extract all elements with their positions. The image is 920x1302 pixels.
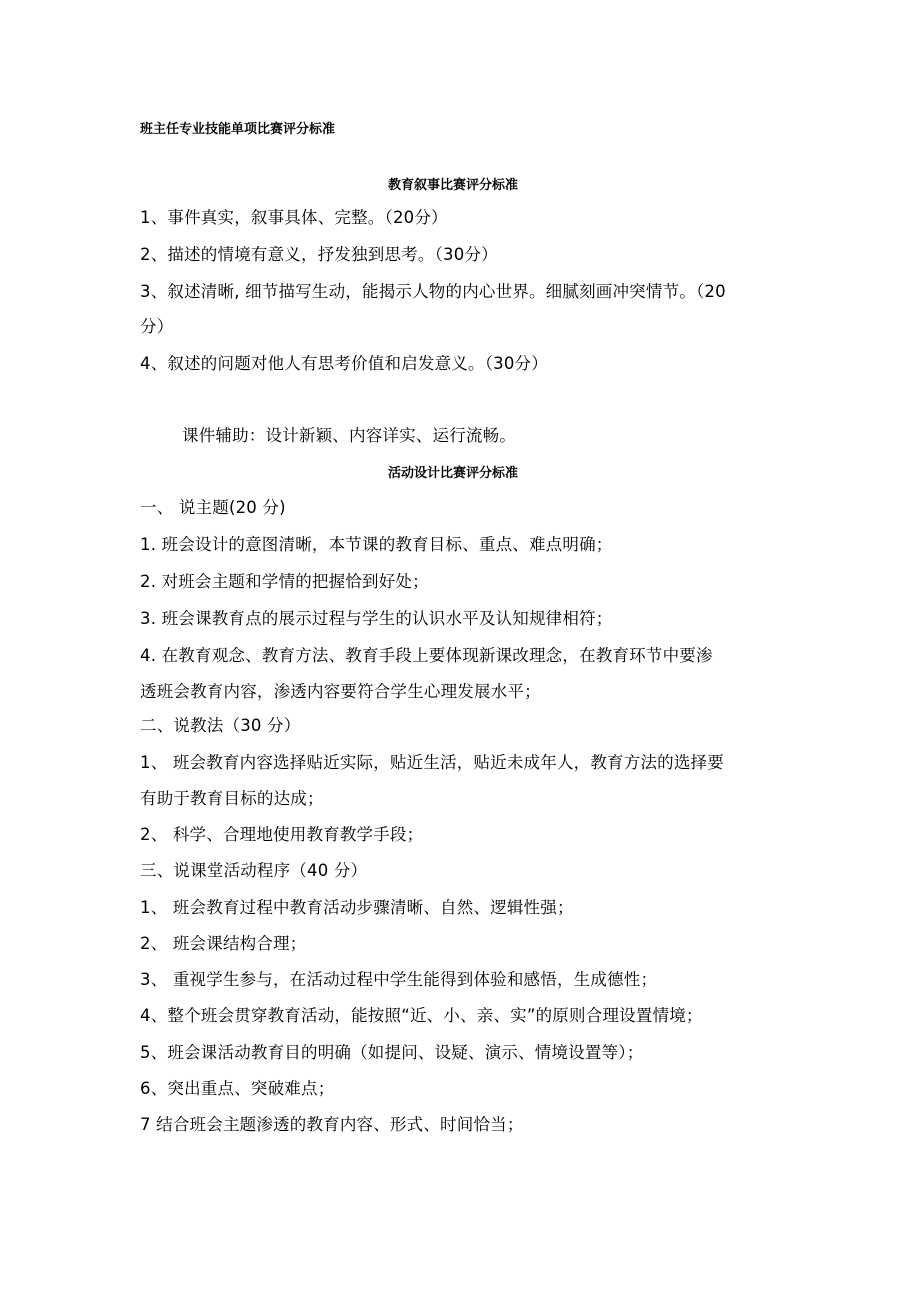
- activity-line: 3、 重视学生参与，在活动过程中学生能得到体验和感悟，生成德性；: [140, 970, 658, 989]
- narrative-item: 分）: [140, 317, 174, 336]
- activity-line: 1、 班会教育过程中教育活动步骤清晰、自然、逻辑性强；: [140, 898, 574, 917]
- activity-line: 5、班会课活动教育目的明确（如提问、设疑、演示、情境设置等）；: [140, 1043, 644, 1062]
- activity-line: 1、 班会教育内容选择贴近实际，贴近生活，贴近未成年人，教育方法的选择要: [140, 753, 724, 772]
- activity-line: 2. 对班会主题和学情的把握恰到好处；: [140, 572, 429, 591]
- narrative-item: 3、叙述清晰, 细节描写生动，能揭示人物的内心世界。细腻刻画冲突情节。（20: [140, 282, 726, 301]
- activity-line: 3. 班会课教育点的展示过程与学生的认识水平及认知规律相符；: [140, 609, 613, 628]
- activity-line: 二、说教法（30 分）: [140, 716, 301, 735]
- narrative-item: 2、描述的情境有意义，抒发独到思考。（30分）: [140, 245, 498, 264]
- courseware-note: 课件辅助：设计新颖、内容详实、运行流畅。: [182, 426, 516, 445]
- activity-line: 7 结合班会主题渗透的教育内容、形式、时间恰当；: [140, 1115, 524, 1134]
- narrative-heading: 教育叙事比赛评分标准: [388, 178, 519, 193]
- activity-line: 1. 班会设计的意图清晰，本节课的教育目标、重点、难点明确；: [140, 535, 613, 554]
- activity-line: 4. 在教育观念、教育方法、教育手段上要体现新课改理念，在教育环节中要渗: [140, 646, 713, 665]
- activity-line: 6、突出重点、突破难点；: [140, 1079, 335, 1098]
- activity-line: 有助于教育目标的达成；: [140, 789, 324, 808]
- activity-line: 三、说课堂活动程序（40 分）: [140, 861, 368, 880]
- document-title: 班主任专业技能单项比赛评分标准: [140, 122, 336, 137]
- activity-line: 透班会教育内容，渗透内容要符合学生心理发展水平；: [140, 682, 541, 701]
- narrative-item: 4、叙述的问题对他人有思考价值和启发意义。（30分）: [140, 354, 548, 373]
- activity-line: 一、 说主题(20 分): [140, 498, 286, 517]
- activity-heading: 活动设计比赛评分标准: [388, 466, 519, 481]
- activity-line: 4、整个班会贯穿教育活动，能按照“近、小、亲、实”的原则合理设置情境；: [140, 1006, 703, 1025]
- activity-line: 2、 科学、合理地使用教育教学手段；: [140, 825, 424, 844]
- narrative-item: 1、事件真实，叙事具体、完整。（20分）: [140, 208, 448, 227]
- activity-line: 2、 班会课结构合理；: [140, 934, 307, 953]
